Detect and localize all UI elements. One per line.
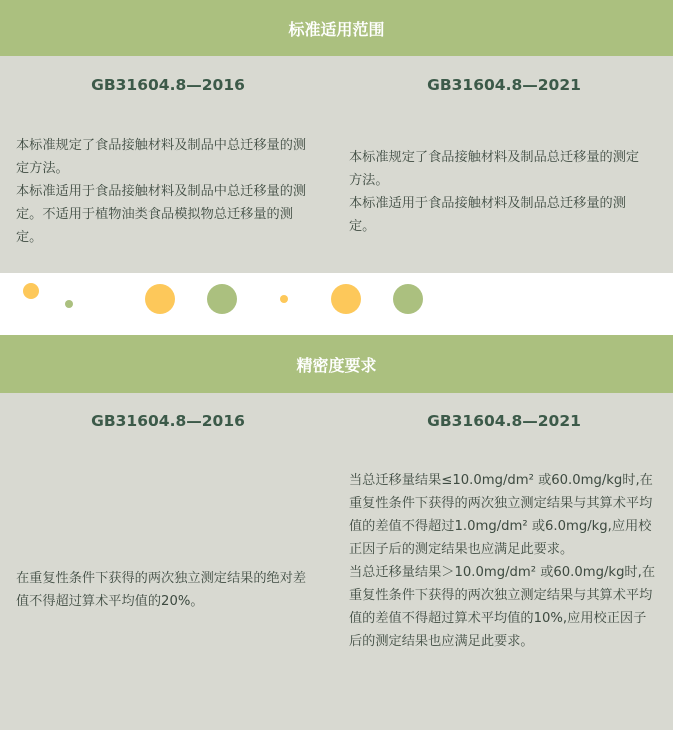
dot-yellow-small [23,283,39,299]
scope-left-paragraph-2: 本标准适用于食品接触材料及制品中总迁移量的测定。不适用于植物油类食品模拟物总迁移量的测定。 [16,184,307,245]
dot-yellow-large [145,284,175,314]
scope-right-text [349,146,649,238]
precision-left-text [16,567,316,613]
section-header-scope [0,0,673,56]
scope-right-paragraph-2: 本标准适用于食品接触材料及制品总迁移量的测定。 [349,196,626,234]
scope-right-title: GB31604.8—2021 [427,76,581,94]
scope-left-text [16,134,316,249]
dot-green-tiny [65,300,73,308]
scope-left-paragraph-1: 本标准规定了食品接触材料及制品中总迁移量的测定方法。 [16,138,307,176]
section-header-precision [0,335,673,393]
dot-yellow-tiny [280,295,288,303]
scope-left-title: GB31604.8—2016 [91,76,245,94]
precision-left-title: GB31604.8—2016 [91,412,245,430]
precision-right-paragraph-2: 当总迁移量结果＞10.0mg/dm² 或60.0mg/kg时,在重复性条件下获得的两次独立测定结果与其算术平均值的差值不得超过算术平均值的10%,应用校正因子后的测定结果也应满足此要求。 [349,565,656,649]
scope-right-paragraph-1: 本标准规定了食品接触材料及制品总迁移量的测定方法。 [349,150,640,188]
precision-left-paragraph-1: 在重复性条件下获得的两次独立测定结果的绝对差值不得超过算术平均值的20%。 [16,571,307,609]
dot-yellow-large-2 [331,284,361,314]
scope-comparison-panel [0,56,673,273]
dot-green-large [207,284,237,314]
decorative-dots-divider [0,273,673,335]
precision-right-paragraph-1: 当总迁移量结果≤10.0mg/dm² 或60.0mg/kg时,在重复性条件下获得的两次独立测定结果与其算术平均值的差值不得超过1.0mg/dm² 或6.0mg/kg,应用校正因子后的测定结果也应满足此要求。 [349,473,653,557]
dot-green-large-2 [393,284,423,314]
precision-right-title: GB31604.8—2021 [427,412,581,430]
section-title-precision: 精密度要求 [296,355,377,375]
precision-comparison-panel [0,393,673,730]
precision-right-text [349,469,659,653]
section-title-scope: 标准适用范围 [288,19,385,39]
